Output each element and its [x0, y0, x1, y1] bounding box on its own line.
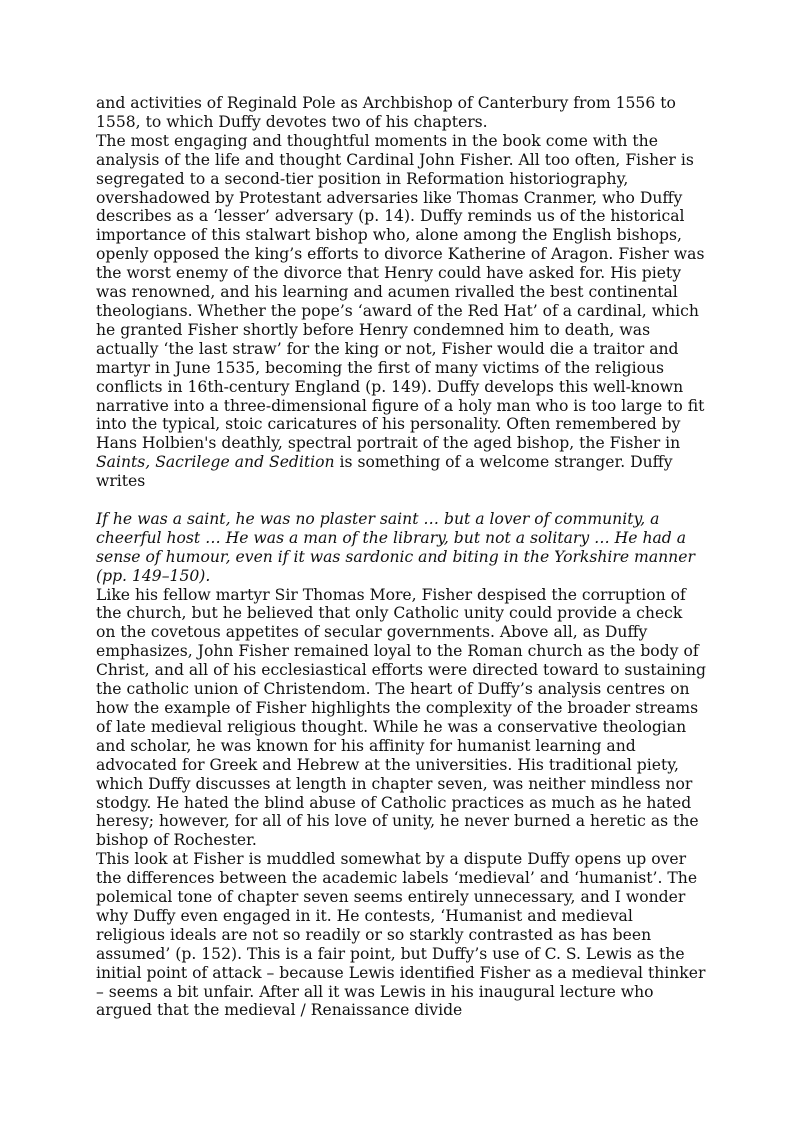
- paragraph-spacer: [96, 491, 706, 510]
- paragraph-fisher-more: Like his fellow martyr Sir Thomas More, Fisher despised the corruption of the church, but he believed that only Catholic unity could provide a check on the covetous appetites of secular governments. Above all, as Duffy emphasizes, John Fisher remained loyal to the Roman church as the body of Christ, and all of his ecclesiastical efforts were directed toward to sustaining the catholic union of Christendom. The heart of Duffy’s analysis centres on how the example of Fisher highlights the complexity of the broader streams of late medieval religious thought. While he was a conservative theologian and scholar, he was known for his affinity for humanist learning and advocated for Greek and Hebrew at the universities. His traditional piety, which Duffy discusses at length in chapter seven, was neither mindless nor stodgy. He hated the blind abuse of Catholic practices as much as he hated heresy; however, for all of his love of unity, he never burned a heretic as the bishop of Rochester.: [96, 585, 707, 850]
- paragraph-fisher-intro-end: is something of a welcome stranger. Duffy writes: [96, 453, 673, 491]
- paragraph-fisher-intro-text: The most engaging and thoughtful moments in the book come with the analysis of the life and thought Cardinal John Fisher. All too often, Fisher is segregated to a second-tier position in Reformation historiography, overshadowed by Protestant adversaries like Thomas Cranmer, who Duffy describes as a ‘lesser’ adversary (p. 14). Duffy reminds us of the historical importance of this stalwart bishop who, alone among the English bishops, openly opposed the king’s efforts to divorce Katherine of Aragon. Fisher was the worst enemy of the divorce that Henry could have asked for. His piety was renowned, and his learning and acumen rivalled the best continental theologians. Whether the pope’s ‘award of the Red Hat’ of a cardinal, which he granted Fisher shortly before Henry condemned him to death, was actually ‘the last straw’ for the king or not, Fisher would die a traitor and martyr in June 1535, becoming the first of many victims of the religious conflicts in 16th-century England (p. 149). Duffy develops this well-known narrative into a three-dimensional figure of a holy man who is too large to fit into the typical, stoic caricatures of his personality. Often remembered by Hans Holbien's deathly, spectral portrait of the aged bishop, the Fisher in: [96, 131, 705, 453]
- book-title: Saints, Sacrilege and Sedition: [96, 453, 335, 472]
- paragraph-fisher-intro: [96, 132, 706, 491]
- block-quote: If he was a saint, he was no plaster saint … but a lover of community, a cheerful host … He was a man of the library, but not a solitary … He had a sense of humour, even if it was sardonic and biting in the Yorkshire manner (pp. 149–150).: [96, 509, 695, 585]
- paragraph-medieval-humanist: This look at Fisher is muddled somewhat by a dispute Duffy opens up over the differences between the academic labels ‘medieval’ and ‘humanist’. The polemical tone of chapter seven seems entirely unnecessary, and I wonder why Duffy even engaged in it. He contests, ‘Humanist and medieval religious ideals are not so readily or so starkly contrasted as has been assumed’ (p. 152). This is a fair point, but Duffy’s use of C. S. Lewis as the initial point of attack – because Lewis identified Fisher as a medieval thinker – seems a bit unfair. After all it was Lewis in his inaugural lecture who argued that the medieval / Renaissance divide: [96, 850, 706, 1020]
- paragraph-pole: and activities of Reginald Pole as Archbishop of Canterbury from 1556 to 1558, to which Duffy devotes two of his chapters.: [96, 94, 676, 131]
- document-page: [96, 94, 706, 1020]
